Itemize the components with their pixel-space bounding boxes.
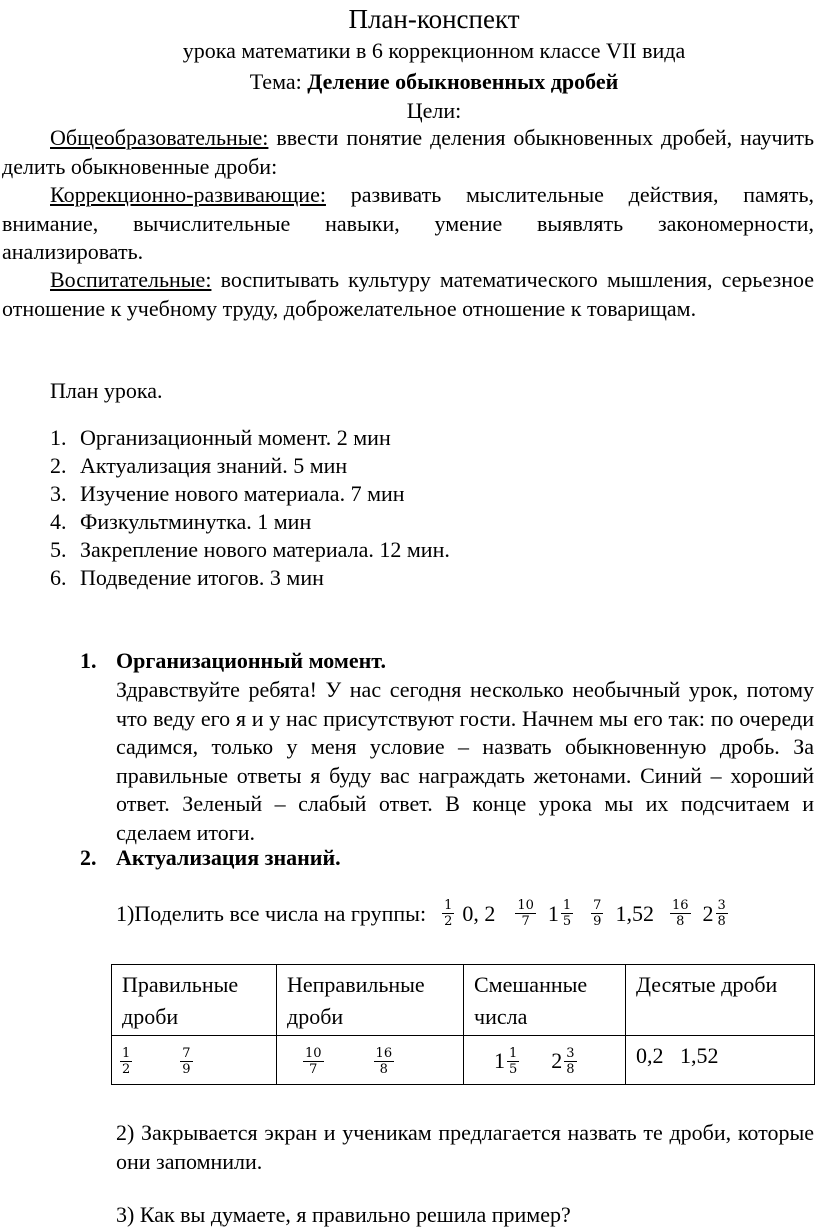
topic-line — [0, 69, 816, 95]
section2-title: Актуализация знаний. — [116, 845, 341, 870]
table-row — [112, 1036, 815, 1085]
fraction: $\frac{16}{8}$ — [375, 1045, 393, 1077]
fraction: $\frac{1}{2}$ — [444, 898, 453, 929]
section2-heading — [80, 845, 341, 871]
section2-num: 2. — [80, 845, 97, 870]
goal-correction-label: Коррекционно-развивающие: — [50, 182, 326, 207]
table-header: Смешанные числа — [464, 965, 626, 1036]
section1-heading — [80, 648, 386, 674]
task2-text: 2) Закрывается экран и ученикам предлагается назвать те дроби, которые они запомнили. — [116, 1120, 814, 1174]
table-header: Неправильные дроби — [277, 965, 464, 1036]
goal-general-label: Общеобразовательные: — [50, 125, 269, 150]
fraction: $\frac{3}{8}$ — [566, 1045, 575, 1077]
fraction: $\frac{1}{5}$ — [562, 898, 572, 929]
task1-label: 1)Поделить все числа на группы: — [116, 900, 427, 926]
improper-cell — [277, 1036, 464, 1085]
plan-title: План урока. — [50, 378, 163, 403]
task1-line: 1)Поделить все числа на группы: $\frac{1}{2}$ 0, 2 $\frac{10}{7}$ 1 $\frac{1}{5}$ $\frac{7}{9}$ 1,52 $\frac{16}{8}$ 2 $\frac{3}{8}$ — [116, 898, 726, 929]
table-header-row — [112, 965, 815, 1036]
fraction: $\frac{10}{7}$ — [305, 1045, 322, 1077]
goals-title: Цели: — [406, 98, 462, 123]
plan-list — [50, 424, 450, 592]
goal-general-text: ввести понятие деления обыкновенных дробей, научить делить обыкновенные дроби: — [2, 125, 814, 179]
fraction: $\frac{10}{7}$ — [517, 898, 534, 929]
section1-text: Здравствуйте ребята! У нас сегодня несколько необычный урок, потому что веду его я и у нас присутствуют гости. Начнем мы его так: по очереди садимся, только у меня условие – назвать обыкновенную дробь. За правильные ответы я буду вас награждать жетонами. Синий – хороший ответ. Зеленый – слабый ответ. В конце урока мы их подсчитаем и сделаем итоги. — [116, 677, 814, 845]
fraction: $\frac{7}{9}$ — [593, 898, 602, 929]
goal-education-text: воспитывать культуру математического мышления, серьезное отношение к учебному труду, доброжелательное отношение к товарищам. — [2, 267, 814, 321]
list-item: 3. Изучение нового материала. 7 мин — [50, 481, 405, 506]
mixed-cell: 1 $\frac{1}{5}$ 2 $\frac{3}{8}$ — [464, 1036, 626, 1085]
goal-correction — [2, 181, 814, 267]
proper-cell — [112, 1036, 277, 1085]
topic: Деление обыкновенных дробей — [307, 69, 619, 94]
decimals-cell: 0,2 1,52 — [626, 1036, 815, 1085]
list-item: 2. Актуализация знаний. 5 мин — [50, 453, 348, 478]
section1-num: 1. — [80, 648, 97, 673]
list-item: 1. Организационный момент. 2 мин — [50, 425, 391, 450]
section1-title: Организационный момент. — [116, 648, 386, 673]
goal-education-label: Воспитательные: — [50, 267, 212, 292]
topic-label: Тема: — [249, 69, 308, 94]
fraction: $\frac{7}{9}$ — [182, 1045, 191, 1077]
fraction: $\frac{16}{8}$ — [671, 898, 689, 929]
fraction: $\frac{3}{8}$ — [717, 898, 726, 929]
fraction: $\frac{1}{2}$ — [122, 1045, 131, 1077]
subtitle: урока математики в 6 коррекционном классе VII вида — [182, 38, 686, 63]
table-header: Правильные дроби — [112, 965, 277, 1036]
goal-education — [2, 266, 814, 323]
goal-general — [2, 124, 814, 181]
list-item: 5. Закрепление нового материала. 12 мин. — [50, 537, 450, 562]
list-item: 4. Физкультминутка. 1 мин — [50, 509, 312, 534]
list-item: 6. Подведение итогов. 3 мин — [50, 565, 324, 590]
fractions-table — [111, 964, 815, 1085]
goal-correction-text: развивать мыслительные действия, память, внимание, вычислительные навыки, умение выявлять закономерности, анализировать. — [2, 182, 814, 264]
page-title: План-конспект — [348, 4, 520, 34]
table-header: Десятые дроби — [626, 965, 815, 1036]
task3-text: 3) Как вы думаете, я правильно решила пример? — [116, 1202, 571, 1227]
fraction: $\frac{1}{5}$ — [509, 1045, 518, 1077]
